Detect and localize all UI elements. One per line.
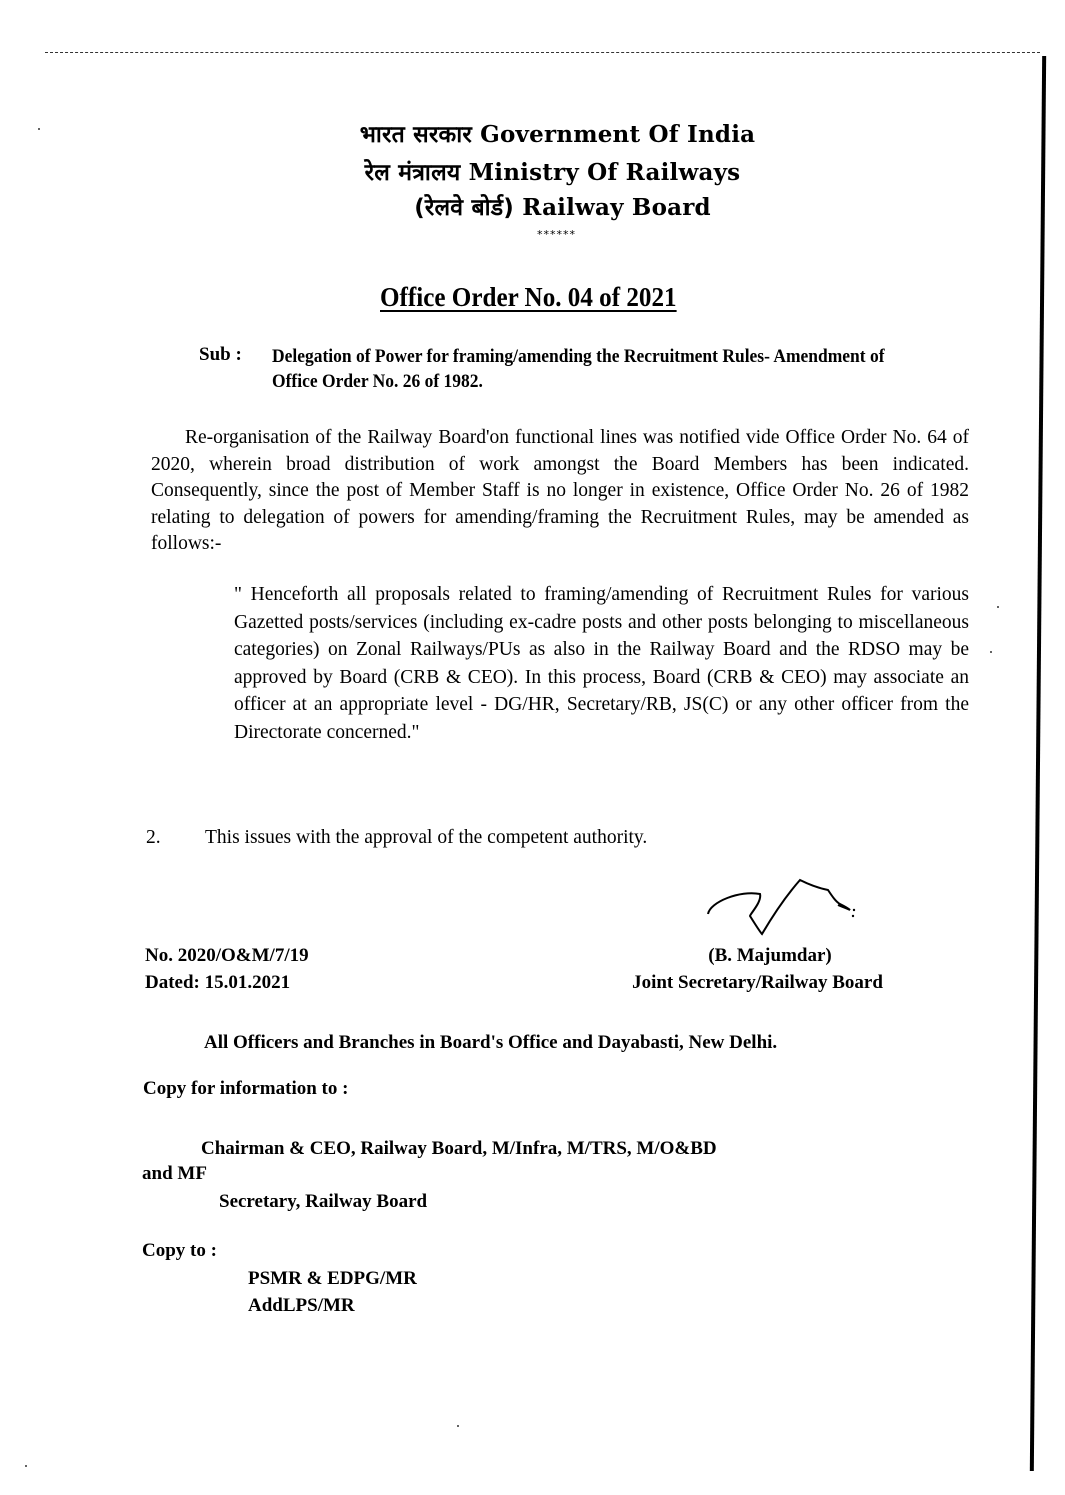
copy-to-label: Copy to : (142, 1240, 217, 1261)
copy-for-info-item: Chairman & CEO, Railway Board, M/Infra, M/TRS, M/O&BD (201, 1138, 717, 1159)
reference-date: Dated: 15.01.2021 (145, 972, 291, 993)
header-board-english: Railway Board (522, 194, 711, 221)
header-ministry (20, 155, 1065, 187)
header-ministry-english: Ministry Of Railways (468, 159, 741, 186)
paragraph-1: Re-organisation of the Railway Board'on functional lines was notified vide Office Order No. 64 of 2020, wherein broad distribution of work amongst the Board Members has been indicated. Consequently, since the post of Member Staff is no longer in existence, Office Order No. 26 of 1982 relating to delegation of powers for amending/framing the Recruitment Rules, may be amended as follows:- (151, 427, 969, 554)
header-ministry-hindi: रेल मंत्रालय (364, 160, 461, 186)
scan-speck (990, 651, 992, 653)
header-government-english: Government Of India (480, 121, 756, 148)
header-separator: ****** (537, 228, 576, 241)
copy-for-info-item: and MF (142, 1163, 207, 1184)
copy-to-item: AddLPS/MR (248, 1295, 355, 1316)
reference-number: No. 2020/O&M/7/19 (145, 945, 309, 966)
scan-border-top (45, 52, 1040, 53)
paragraph-2-number: 2. (146, 827, 161, 848)
scan-speck (997, 606, 999, 608)
signatory-name: (B. Majumdar) (708, 945, 832, 966)
scan-speck (457, 1425, 459, 1427)
header-government-hindi: भारत सरकार (359, 122, 472, 148)
signatory-designation: Joint Secretary/Railway Board (632, 972, 883, 993)
copy-to-item: PSMR & EDPG/MR (248, 1268, 417, 1289)
scan-speck (38, 128, 40, 130)
header-government (25, 117, 1065, 149)
scan-border-right (1030, 56, 1046, 1471)
header-board (30, 190, 1065, 222)
paragraph-2: This issues with the approval of the competent authority. (205, 827, 648, 848)
signature-icon (700, 872, 920, 942)
copy-for-info-label: Copy for information to : (143, 1078, 349, 1099)
copy-for-info-item: Secretary, Railway Board (219, 1191, 428, 1212)
subject-text: Delegation of Power for framing/amending the Recruitment Rules- Amendment of Office Order No. 26 of 1982. (272, 346, 885, 392)
amendment-quote: " Henceforth all proposals related to framing/amending of Recruitment Rules for various Gazetted posts/services (including ex-cadre posts and other posts belonging to miscellaneous categories) on Zonal Railways/PUs as also in the Railway Board and the RDSO may be approved by Board (CRB & CEO). In this process, Board (CRB & CEO) may associate an officer at an appropriate level - DG/HR, Secretary/RB, JS(C) or any other officer from the Directorate concerned." (234, 584, 969, 743)
header-board-hindi: (रेलवे बोर्ड) (414, 195, 515, 221)
subject-label: Sub : (199, 344, 242, 365)
document-title: Office Order No. 04 of 2021 (380, 282, 677, 312)
distribution-to: All Officers and Branches in Board's Office and Dayabasti, New Delhi. (204, 1032, 778, 1053)
scan-speck (25, 1465, 27, 1467)
